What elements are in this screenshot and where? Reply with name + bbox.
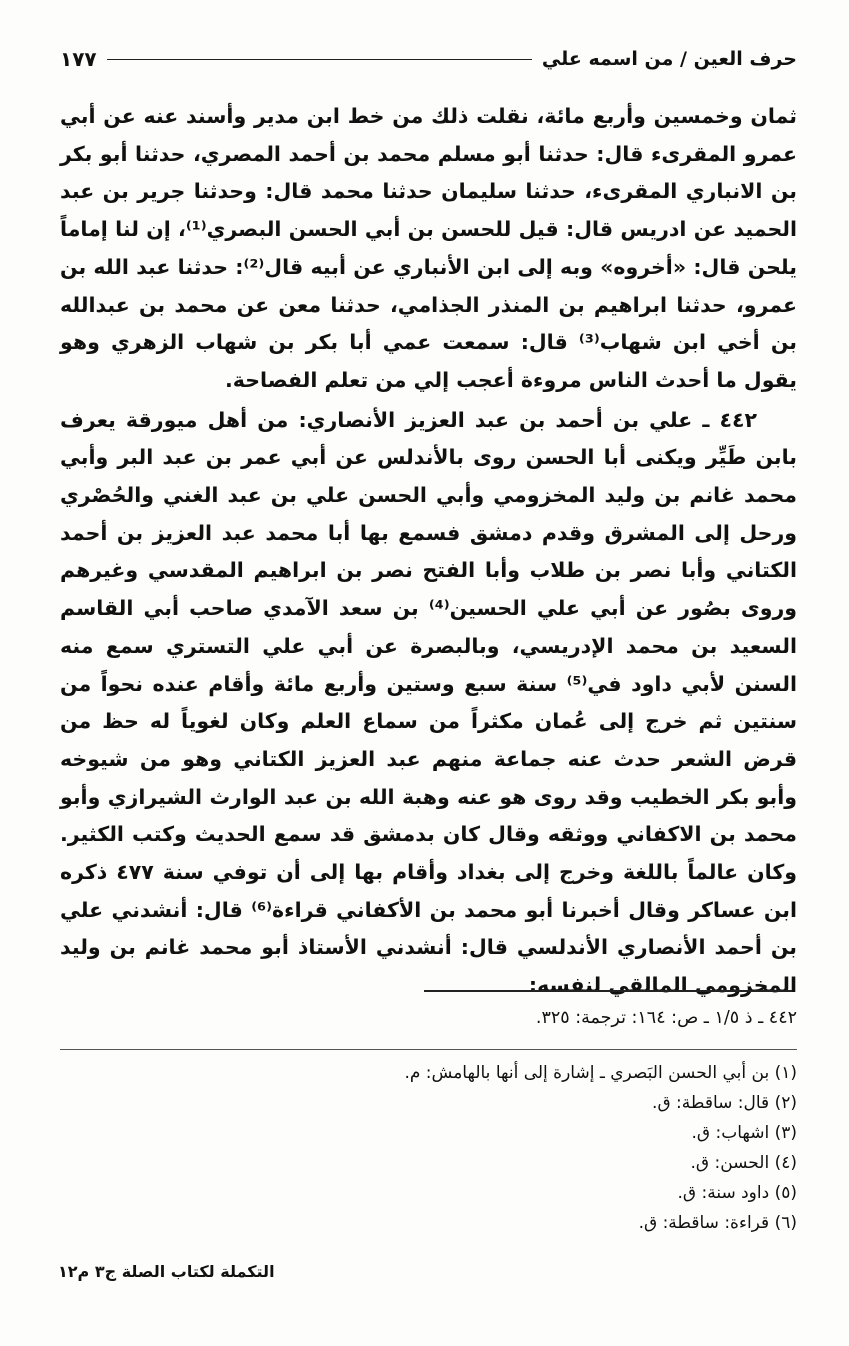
footnote-1: (١) بن أبي الحسن البَصري ـ إشارة إلى أنها بالهامش: م. — [404, 1063, 797, 1083]
main-text — [60, 98, 797, 1005]
paragraph-continuation: ثمان وخمسين وأربع مائة، نقلت ذلك من خط ابن مدير وأسند عنه عن أبي عمرو المقرىء قال: حدثنا أبو مسلم محمد بن أحمد المصري، حدثنا أبو بكر بن الانباري المقرىء، حدثنا سليمان حدثنا محمد قال: وحدثنا جرير بن عبد الحميد عن ادريس قال: قيل للحسن بن أبي الحسن البصري⁽¹⁾، إن لنا إماماً يلحن قال: «أخروه» وبه إلى ابن الأنباري عن أبيه قال⁽²⁾: حدثنا عبد الله بن عمرو، حدثنا ابراهيم بن المنذر الجذامي، حدثنا معن عن محمد بن عبدالله بن أخي ابن شهاب⁽³⁾ قال: سمعت عمي أبا بكر بن شهاب الزهري وهو يقول ما أحدث الناس مروءة أعجب إلي من تعلم الفصاحة. — [60, 104, 797, 392]
running-head: حرف العين / من اسمه علي — [541, 48, 797, 70]
footnote-4: (٤) الحسن: ق. — [690, 1153, 797, 1173]
page-number: ١٧٧ — [60, 47, 97, 71]
paragraph-entry-442: ٤٤٢ ـ علي بن أحمد بن عبد العزيز الأنصاري: من أهل ميورقة يعرف بابن طَيِّر ويكنى أبا الحسن روى بالأندلس عن أبي عمر بن عبد البر وأبي محمد غانم بن وليد المخزومي وأبي الحسن علي بن عبد الغني والحُصْري ورحل إلى المشرق وقدم دمشق فسمع بها أبا محمد عبد العزيز بن أحمد الكتاني وأبا نصر بن طلاب وأبا الفتح نصر بن ابراهيم المقدسي وغيرهم وروى بصُور عن أبي علي الحسين⁽⁴⁾ بن سعد الآمدي صاحب أبي القاسم السعيد بن محمد الإدريسي، وبالبصرة عن أبي علي التستري سمع منه السنن لأبي داود في⁽⁵⁾ سنة سبع وستين وأربع مائة وأقام عنده نحواً من سنتين ثم خرج إلى عُمان مكثراً من سماع العلم وكان لغوياً له حظ من قرض الشعر حدث عنه جماعة منهم عبد العزيز الكتاني وهو من شيوخه وأبو بكر الخطيب وقد روى هو عنه وهبة الله بن عبد الوارث الشيرازي وأبو محمد بن الاكفاني ووثقه وقال كان بدمشق قد سمع الحديث وكتب الكثير. وكان عالماً باللغة وخرج إلى بغداد وأقام بها إلى أن توفي سنة ٤٧٧ ذكره ابن عساكر وقال أخبرنا أبو محمد بن الأكفاني قراءة⁽⁶⁾ قال: أنشدني علي بن أحمد الأنصاري الأندلسي قال: أنشدني الأستاذ أبو محمد غانم بن وليد المخزومي المالقي لنفسه: — [60, 407, 798, 998]
footnote-6: (٦) قراءة: ساقطة: ق. — [638, 1213, 797, 1233]
printer-signature: التكملة لكتاب الصلة ج٣ م١٢ — [58, 1262, 275, 1281]
footnote-divider — [60, 1049, 797, 1050]
page-header — [60, 42, 797, 76]
footnote-2: (٢) قال: ساقطة: ق. — [652, 1093, 797, 1113]
footnote-5: (٥) داود سنة: ق. — [677, 1183, 797, 1203]
header-rule — [107, 59, 532, 60]
footnote-separator — [424, 990, 792, 992]
source-reference: ٤٤٢ ـ ذ ١/٥ ـ ص: ١٦٤: ترجمة: ٣٢٥. — [535, 1008, 797, 1028]
footnotes — [60, 1058, 797, 1238]
footnote-3: (٣) اشهاب: ق. — [691, 1123, 797, 1143]
